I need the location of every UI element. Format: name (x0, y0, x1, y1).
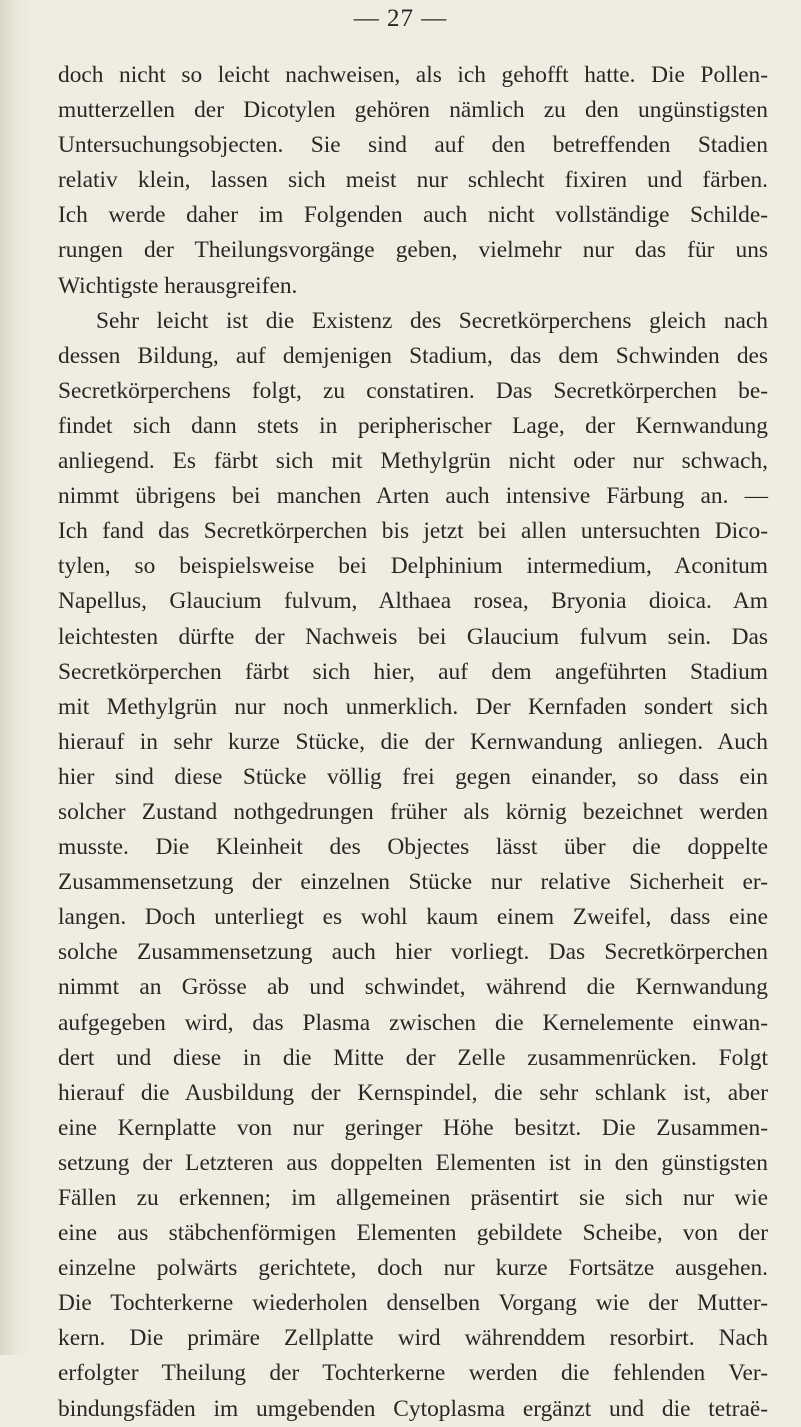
text-line: doch nicht so leicht nachweisen, als ich gehofft hatte. Die Pollen- (58, 62, 768, 88)
text-line: dert und diese in die Mitte der Zelle zusammenrücken. Folgt (58, 1044, 768, 1071)
text-line: setzung der Letzteren aus doppelten Elementen ist in den günstigsten (58, 1149, 768, 1176)
text-line: Zusammensetzung der einzelnen Stücke nur relative Sicherheit er- (58, 869, 768, 896)
text-line: Napellus, Glaucium fulvum, Althaea rosea, Bryonia dioica. Am (58, 588, 768, 615)
text-line: erfolgter Theilung der Tochterkerne werden die fehlenden Ver- (58, 1360, 768, 1387)
text-line: Ich werde daher im Folgenden auch nicht vollständige Schilde- (58, 202, 768, 229)
text-line: mit Methylgrün nur noch unmerklich. Der Kernfaden sondert sich (58, 693, 768, 720)
text-line: eine aus stäbchenförmigen Elementen gebildete Scheibe, von der (58, 1220, 768, 1247)
text-line: musste. Die Kleinheit des Objectes lässt über die doppelte (58, 834, 768, 861)
text-line: Fällen zu erkennen; im allgemeinen präsentirt sie sich nur wie (58, 1185, 768, 1211)
body-text (58, 58, 768, 1427)
paragraph-1 (58, 58, 768, 304)
text-line: kern. Die primäre Zellplatte wird währenddem resorbirt. Nach (58, 1325, 768, 1352)
text-line: nimmt übrigens bei manchen Arten auch intensive Färbung an. — (58, 483, 768, 510)
text-line: solche Zusammensetzung auch hier vorliegt. Das Secretkörperchen (58, 939, 768, 966)
text-line: Secretkörperchen färbt sich hier, auf dem angeführten Stadium (58, 658, 768, 685)
text-line: tylen, so beispielsweise bei Delphinium intermedium, Aconitum (58, 553, 768, 580)
text-line: aufgegeben wird, das Plasma zwischen die Kernelemente einwan- (58, 1009, 768, 1036)
text-line: findet sich dann stets in peripherischer Lage, der Kernwandung (58, 412, 768, 439)
text-line: langen. Doch unterliegt es wohl kaum einem Zweifel, dass eine (58, 904, 768, 931)
text-line: hier sind diese Stücke völlig frei gegen einander, so dass ein (58, 763, 768, 790)
text-line: nimmt an Grösse ab und schwindet, während die Kernwandung (58, 974, 768, 1001)
text-line: Sehr leicht ist die Existenz des Secretkörperchens gleich nach (96, 307, 768, 334)
text-line: Secretkörperchens folgt, zu constatiren. Das Secretkörperchen be- (58, 377, 768, 404)
text-line: leichtesten dürfte der Nachweis bei Glaucium fulvum sein. Das (58, 623, 768, 650)
text-line: anliegend. Es färbt sich mit Methylgrün nicht oder nur schwach, (58, 448, 768, 475)
text-line: eine Kernplatte von nur geringer Höhe besitzt. Die Zusammen- (58, 1114, 768, 1141)
text-line: solcher Zustand nothgedrungen früher als körnig bezeichnet werden (58, 798, 768, 825)
text-line: relativ klein, lassen sich meist nur schlecht fixiren und färben. (58, 167, 768, 194)
text-line: Die Tochterkerne wiederholen denselben Vorgang wie der Mutter- (58, 1290, 768, 1317)
page-number: — 27 — (353, 5, 448, 32)
text-line: mutterzellen der Dicotylen gehören nämlich zu den ungünstigsten (58, 97, 768, 124)
text-line: bindungsfäden im umgebenden Cytoplasma ergänzt und die tetraë- (58, 1395, 768, 1422)
text-line: Wichtigste herausgreifen. (58, 272, 298, 299)
text-line: hierauf in sehr kurze Stücke, die der Kernwandung anliegen. Auch (58, 728, 768, 755)
text-line: Ich fand das Secretkörperchen bis jetzt bei allen untersuchten Dico- (58, 518, 768, 545)
text-line: dessen Bildung, auf demjenigen Stadium, das dem Schwinden des (58, 342, 768, 369)
text-line: einzelne polwärts gerichtete, doch nur kurze Fortsätze ausgehen. (58, 1255, 768, 1282)
text-line: hierauf die Ausbildung der Kernspindel, die sehr schlank ist, aber (58, 1079, 768, 1106)
text-line: rungen der Theilungsvorgänge geben, vielmehr nur das für uns (58, 237, 768, 264)
paragraph-2 (58, 304, 768, 1427)
text-line: Untersuchungsobjecten. Sie sind auf den betreffenden Stadien (58, 132, 768, 159)
